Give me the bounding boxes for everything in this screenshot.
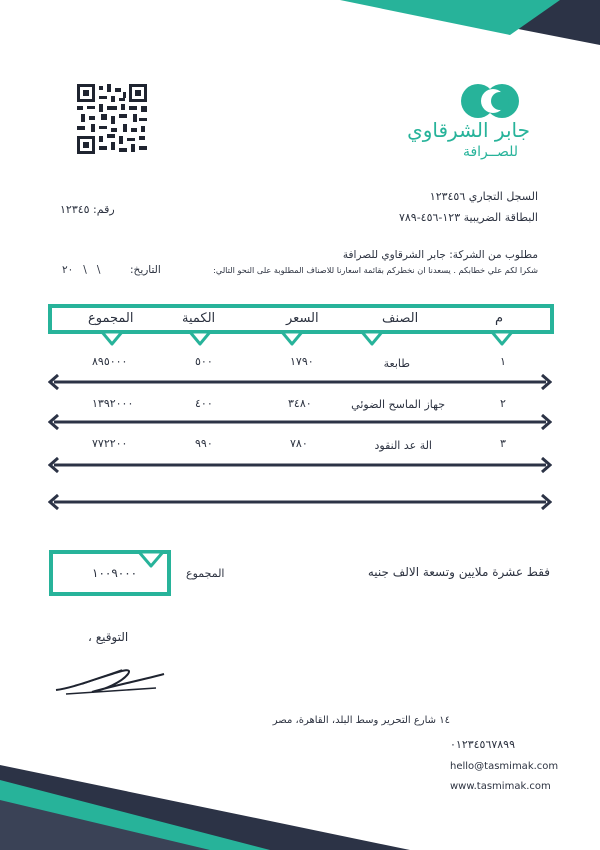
header-item: الصنف: [382, 311, 419, 326]
company-logo-icon: [460, 83, 522, 119]
row-3-total: ٧٧٢٢٠٠: [92, 437, 128, 450]
number-label: رقم:: [93, 203, 115, 216]
table-separator: [48, 457, 552, 473]
signature-label: التوقيع ،: [88, 630, 129, 644]
requested-from: مطلوب من الشركة: جابر الشرقاوي للصرافة: [342, 249, 538, 261]
header-price: السعر: [286, 311, 319, 326]
row-3-index: ٣: [500, 437, 506, 450]
table-separator: [48, 414, 552, 430]
top-corner-decoration: [0, 0, 600, 60]
row-2-price: ٣٤٨٠: [288, 397, 312, 410]
row-2-item: جهاز الماسح الضوئي: [351, 398, 445, 411]
footer-email[interactable]: hello@tasmimak.com: [450, 761, 559, 772]
signature-scribble: [52, 660, 172, 700]
row-2-total: ١٣٩٢٠٠٠: [92, 397, 134, 410]
header-index: م: [495, 311, 504, 326]
footer-website[interactable]: www.tasmimak.com: [450, 781, 551, 792]
row-2-qty: ٤٠٠: [195, 397, 213, 410]
amount-in-words: فقط عشرة ملايين وتسعة الالف جنيه: [367, 565, 550, 579]
tax-card: البطاقة الضريبية ١٢٣-٤٥٦-٧٨٩: [398, 211, 538, 224]
bottom-corner-decoration: [0, 760, 420, 850]
table-separator: [48, 494, 552, 510]
table-separator: [48, 374, 552, 390]
document-number: [60, 203, 115, 216]
row-1-total: ٨٩٥٠٠٠: [92, 355, 128, 368]
row-2-index: ٢: [500, 397, 506, 410]
company-tagline: للصــرافة: [462, 144, 518, 160]
total-value: ١٠٠٩٠٠٠: [92, 566, 138, 580]
header-qty: الكمية: [182, 311, 216, 326]
date-label: التاريخ:: [130, 264, 161, 276]
thanks-note: شكرا لكم علي خطابكم . يسعدنا ان نخطركم بقائمة اسعارنا للاصناف المطلوبة على النحو التالي:: [213, 265, 538, 275]
company-name: جابر الشرقاوي: [407, 118, 530, 142]
row-3-item: الة عد النقود: [374, 439, 432, 452]
total-label: المجموع: [186, 567, 225, 580]
row-3-qty: ٩٩٠: [195, 437, 213, 450]
row-1-index: ١: [500, 355, 506, 368]
row-1-price: ١٧٩٠: [290, 355, 314, 368]
commercial-register: السجل التجاري ١٢٣٤٥٦: [429, 190, 538, 203]
row-1-qty: ٥٠٠: [195, 355, 213, 368]
header-total: المجموع: [88, 311, 134, 326]
row-3-price: ٧٨٠: [290, 437, 308, 450]
number-value: ١٢٣٤٥: [60, 203, 90, 216]
qr-code: [77, 84, 147, 154]
date-value: ٢٠ \ \: [62, 264, 101, 276]
footer-address: ١٤ شارع التحرير وسط البلد، القاهرة، مصر: [272, 715, 450, 726]
row-1-item: طابعة: [383, 357, 410, 370]
